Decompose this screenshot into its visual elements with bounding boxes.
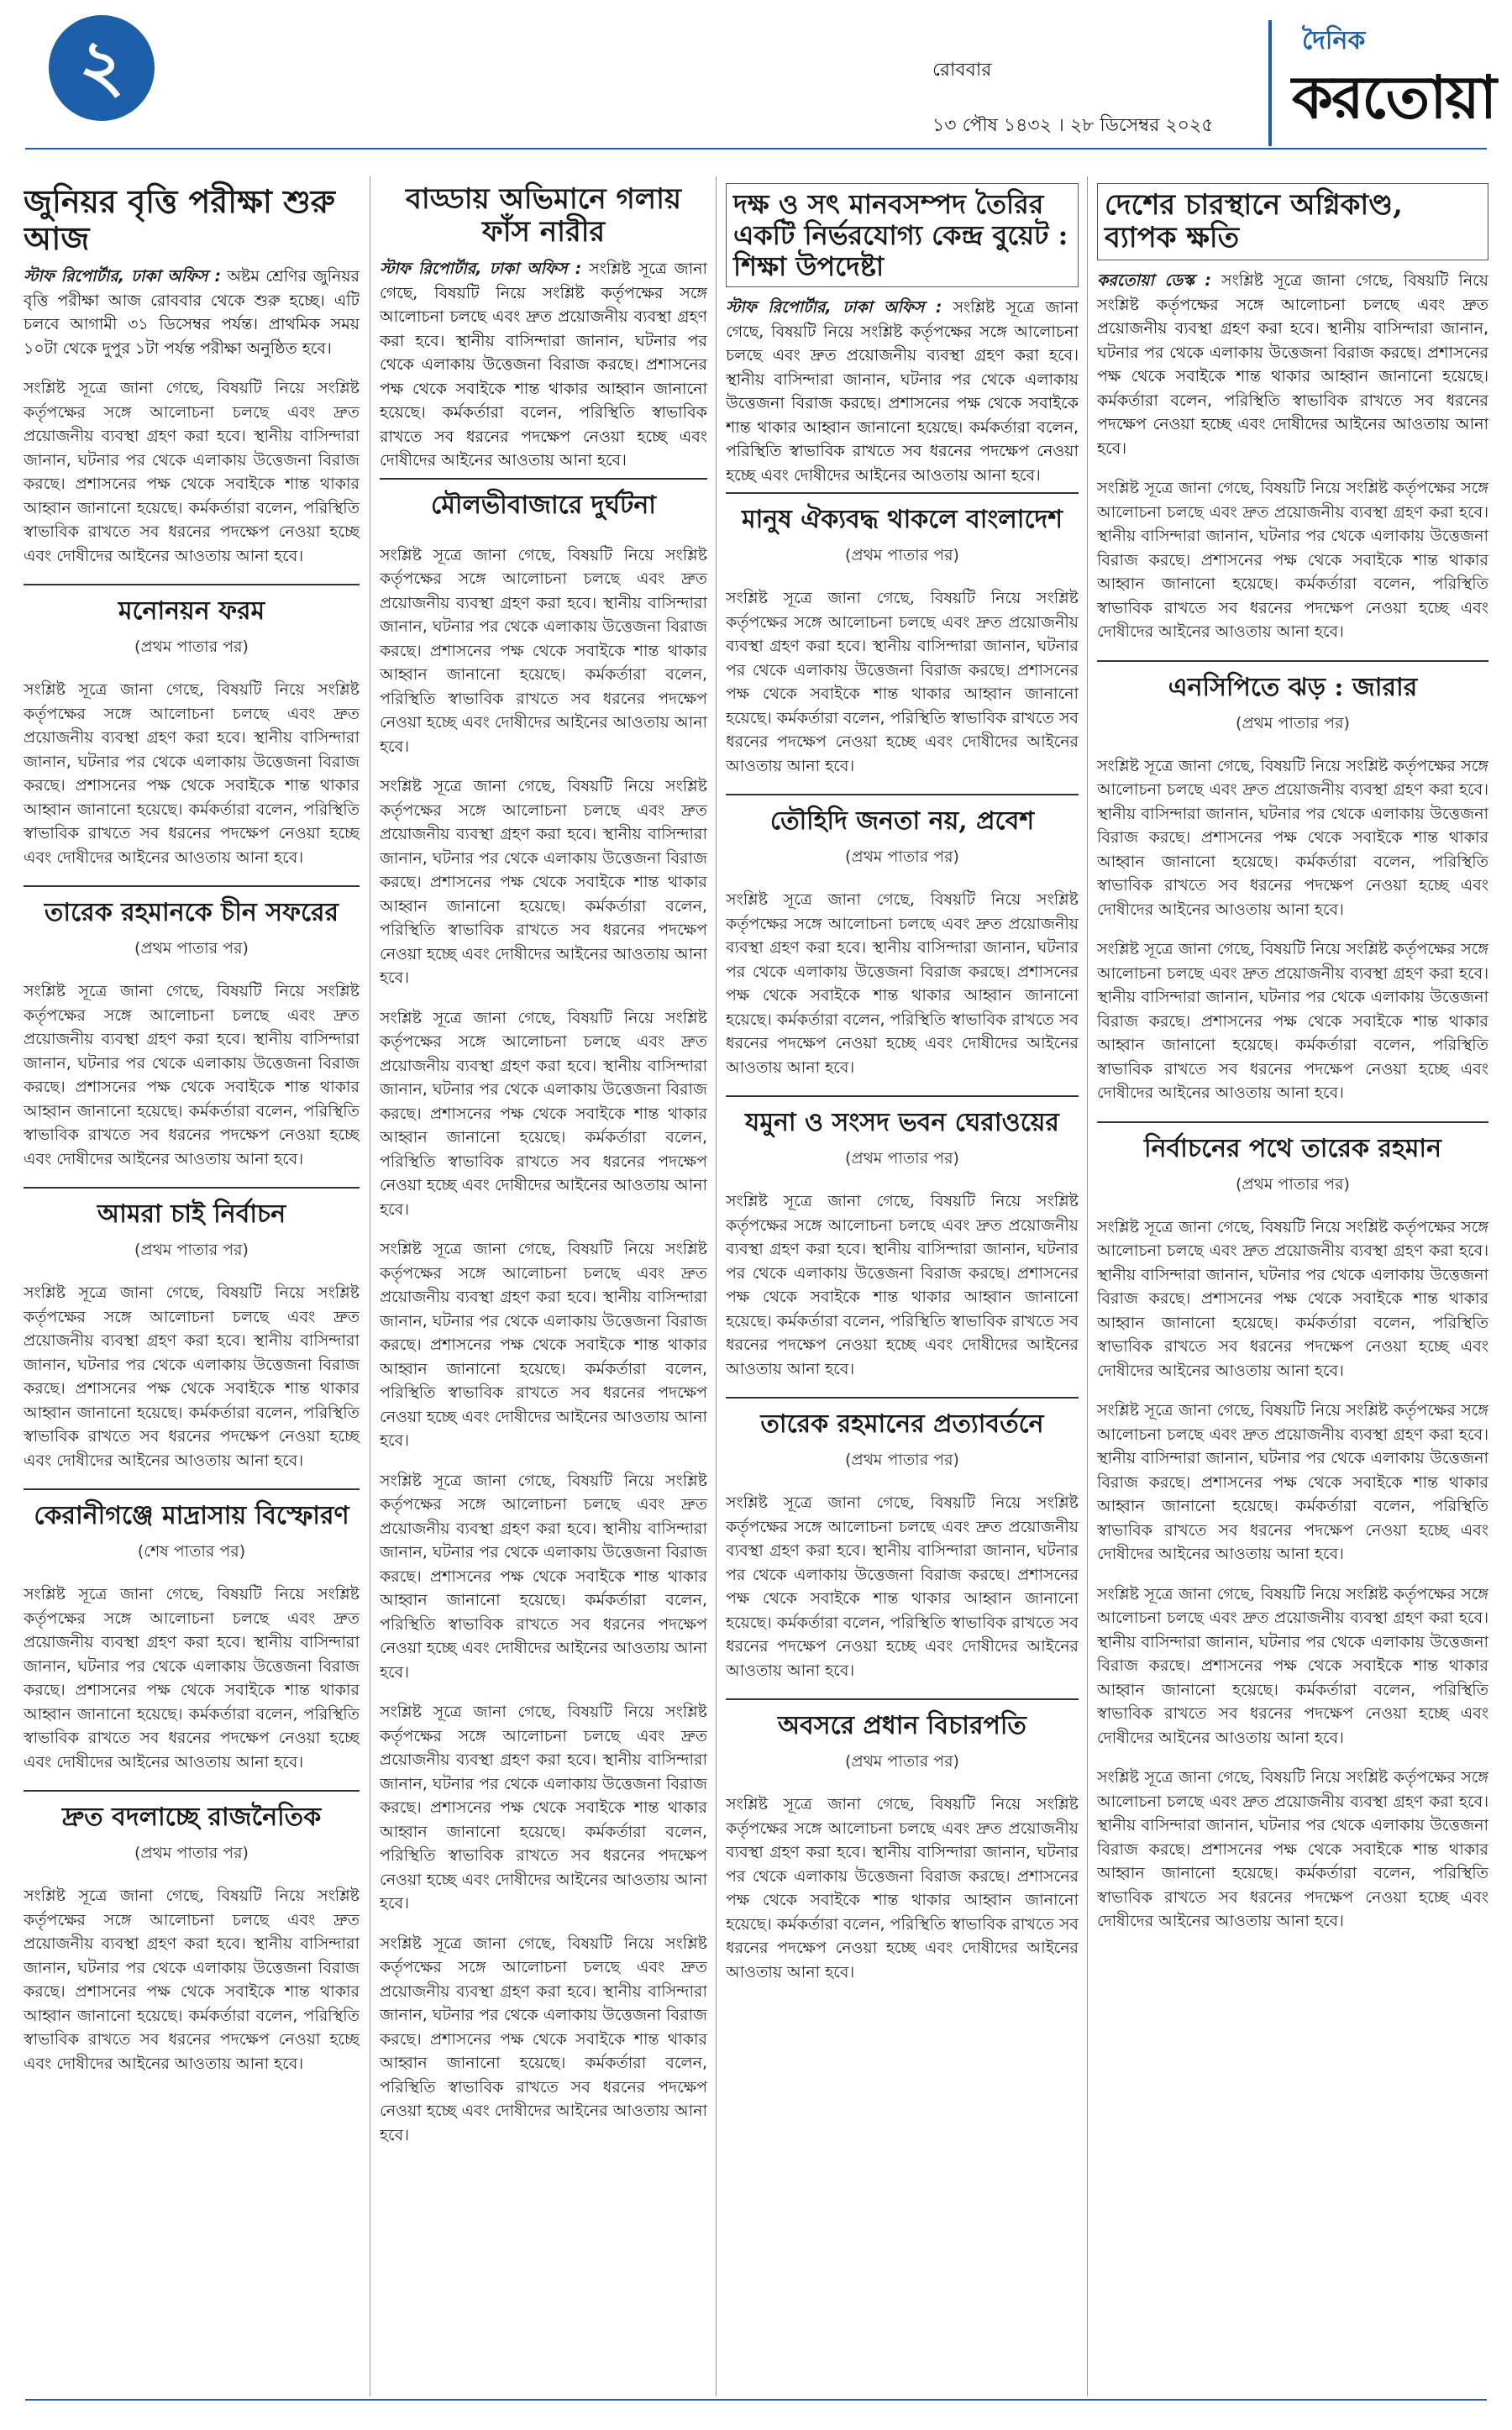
- body-text: সংশ্লিষ্ট সূত্রে জানা গেছে, বিষয়টি নিয়ে সংশ্লিষ্ট কর্তৃপক্ষের সঙ্গে আলোচনা চলছে এবং দ্রুত প্রয়োজনীয় ব্যবস্থা গ্রহণ করা হবে। স্থানীয় বাসিন্দারা জানান, ঘটনার পর থেকে এলাকায় উত্তেজনা বিরাজ করছে। প্রশাসনের পক্ষ থেকে সবাইকে শান্ত থাকার আহ্বান জানানো হয়েছে। কর্মকর্তারা বলেন, পরিস্থিতি স্বাভাবিক রাখতে সব ধরনের পদক্ষেপ নেওয়া হচ্ছে এবং দোষীদের আইনের আওতায় আনা হবে।: [726, 890, 1079, 1077]
- body-text: সংশ্লিষ্ট সূত্রে জানা গেছে, বিষয়টি নিয়ে সংশ্লিষ্ট কর্তৃপক্ষের সঙ্গে আলোচনা চলছে এবং দ্রুত প্রয়োজনীয় ব্যবস্থা গ্রহণ করা হবে। স্থানীয় বাসিন্দারা জানান, ঘটনার পর থেকে এলাকায় উত্তেজনা বিরাজ করছে। প্রশাসনের পক্ষ থেকে সবাইকে শান্ত থাকার আহ্বান জানানো হয়েছে। কর্মকর্তারা বলেন, পরিস্থিতি স্বাভাবিক রাখতে সব ধরনের পদক্ষেপ নেওয়া হচ্ছে এবং দোষীদের আইনের আওতায় আনা হবে।: [1097, 479, 1488, 642]
- continued-label: (প্রথম পাতার পর): [1236, 713, 1350, 732]
- headline-tarique-china: তারেক রহমানকে চীন সফরের: [24, 885, 360, 935]
- continued-label: (প্রথম পাতার পর): [134, 1844, 249, 1863]
- body-text: সংশ্লিষ্ট সূত্রে জানা গেছে, বিষয়টি নিয়ে সংশ্লিষ্ট কর্তৃপক্ষের সঙ্গে আলোচনা চলছে এবং দ্রুত প্রয়োজনীয় ব্যবস্থা গ্রহণ করা হবে। স্থানীয় বাসিন্দারা জানান, ঘটনার পর থেকে এলাকায় উত্তেজনা বিরাজ করছে। প্রশাসনের পক্ষ থেকে সবাইকে শান্ত থাকার আহ্বান জানানো হয়েছে। কর্মকর্তারা বলেন, পরিস্থিতি স্বাভাবিক রাখতে সব ধরনের পদক্ষেপ নেওয়া হচ্ছে এবং দোষীদের আইনের আওতায় আনা হবে।: [380, 260, 707, 470]
- masthead-brand: [932, 12, 1495, 138]
- headline-unity: মানুষ ঐক্যবদ্ধ থাকলে বাংলাদেশ: [726, 492, 1079, 542]
- headline-keraniganj: কেরানীগঞ্জে মাদ্রাসায় বিস্ফোরণ: [24, 1488, 360, 1538]
- footer-rule: [25, 2399, 1487, 2401]
- headline-scholarship: জুনিয়র বৃত্তি পরীক্ষা শুরু আজ: [24, 182, 335, 257]
- masthead-rule: [25, 148, 1487, 150]
- body-text: সংশ্লিষ্ট সূত্রে জানা গেছে, বিষয়টি নিয়ে সংশ্লিষ্ট কর্তৃপক্ষের সঙ্গে আলোচনা চলছে এবং দ্রুত প্রয়োজনীয় ব্যবস্থা গ্রহণ করা হবে। স্থানীয় বাসিন্দারা জানান, ঘটনার পর থেকে এলাকায় উত্তেজনা বিরাজ করছে। প্রশাসনের পক্ষ থেকে সবাইকে শান্ত থাকার আহ্বান জানানো হয়েছে। কর্মকর্তারা বলেন, পরিস্থিতি স্বাভাবিক রাখতে সব ধরনের পদক্ষেপ নেওয়া হচ্ছে এবং দোষীদের আইনের আওতায় আনা হবে।: [24, 982, 360, 1168]
- masthead-day: রোববার: [932, 60, 992, 81]
- headline-election-want: আমরা চাই নির্বাচন: [24, 1187, 360, 1236]
- masthead-divider: [1268, 20, 1272, 146]
- headline-chief-justice: অবসরে প্রধান বিচারপতি: [726, 1698, 1079, 1748]
- newspaper-logo: করতোয়া: [1292, 63, 1495, 132]
- article-bauddha: [380, 257, 707, 473]
- lead-text: অষ্টম শ্রেণির জুনিয়র বৃত্তি পরীক্ষা আজ রোববার থেকে শুরু হচ্ছে। এটি চলবে আগামী ৩১ ডিসেম্বর পর্যন্ত। প্রাথমিক সময় ১০টা থেকে দুপুর ১টা পর্যন্ত পরীক্ষা অনুষ্ঠিত হবে।: [24, 267, 360, 358]
- page-number-badge: ২: [49, 15, 155, 121]
- continued-label: (প্রথম পাতার পর): [134, 1241, 249, 1260]
- headline-bauddha: বাড্ডায় অভিমানে গলায় ফাঁস নারীর: [405, 182, 682, 249]
- headline-return: তারেক রহমানের প্রত্যাবর্তনে: [726, 1397, 1079, 1446]
- article-buet: [726, 296, 1079, 487]
- column-3: [726, 176, 1079, 2396]
- article-scholarship: [24, 265, 360, 360]
- headline-tarique-path: নির্বাচনের পথে তারেক রহমান: [1097, 1121, 1488, 1171]
- continued-label: (প্রথম পাতার পর): [134, 638, 249, 657]
- continued-label: (প্রথম পাতার পর): [845, 1752, 959, 1771]
- headline-moulvibazar: মৌলভীবাজারে দুর্ঘটনা: [380, 478, 707, 527]
- body-text: সংশ্লিষ্ট সূত্রে জানা গেছে, বিষয়টি নিয়ে সংশ্লিষ্ট কর্তৃপক্ষের সঙ্গে আলোচনা চলছে এবং দ্রুত প্রয়োজনীয় ব্যবস্থা গ্রহণ করা হবে। স্থানীয় বাসিন্দারা জানান, ঘটনার পর থেকে এলাকায় উত্তেজনা বিরাজ করছে। প্রশাসনের পক্ষ থেকে সবাইকে শান্ত থাকার আহ্বান জানানো হয়েছে। কর্মকর্তারা বলেন, পরিস্থিতি স্বাভাবিক রাখতে সব ধরনের পদক্ষেপ নেওয়া হচ্ছে এবং দোষীদের আইনের আওতায় আনা হবে।: [24, 680, 360, 867]
- continued-label: (প্রথম পাতার পর): [1236, 1174, 1350, 1194]
- body-text: সংশ্লিষ্ট সূত্রে জানা গেছে, বিষয়টি নিয়ে সংশ্লিষ্ট কর্তৃপক্ষের সঙ্গে আলোচনা চলছে এবং দ্রুত প্রয়োজনীয় ব্যবস্থা গ্রহণ করা হবে। স্থানীয় বাসিন্দারা জানান, ঘটনার পর থেকে এলাকায় উত্তেজনা বিরাজ করছে। প্রশাসনের পক্ষ থেকে সবাইকে শান্ত থাকার আহ্বান জানানো হয়েছে। কর্মকর্তারা বলেন, পরিস্থিতি স্বাভাবিক রাখতে সব ধরনের পদক্ষেপ নেওয়া হচ্ছে এবং দোষীদের আইনের আওতায় আনা হবে।: [380, 1008, 707, 1219]
- headline-politics: দ্রুত বদলাচ্ছে রাজনৈতিক: [24, 1790, 360, 1840]
- headline-buet: দক্ষ ও সৎ মানবসম্পদ তৈরির একটি নির্ভরযোগ্য কেন্দ্র বুয়েট : শিক্ষা উপদেষ্টা: [726, 183, 1079, 287]
- continued-label: (প্রথম পাতার পর): [845, 1149, 959, 1168]
- headline-fire: দেশের চারস্থানে অগ্নিকাণ্ড, ব্যাপক ক্ষতি: [1097, 183, 1488, 260]
- body-text: সংশ্লিষ্ট সূত্রে জানা গেছে, বিষয়টি নিয়ে সংশ্লিষ্ট কর্তৃপক্ষের সঙ্গে আলোচনা চলছে এবং দ্রুত প্রয়োজনীয় ব্যবস্থা গ্রহণ করা হবে। স্থানীয় বাসিন্দারা জানান, ঘটনার পর থেকে এলাকায় উত্তেজনা বিরাজ করছে। প্রশাসনের পক্ষ থেকে সবাইকে শান্ত থাকার আহ্বান জানানো হয়েছে। কর্মকর্তারা বলেন, পরিস্থিতি স্বাভাবিক রাখতে সব ধরনের পদক্ষেপ নেওয়া হচ্ছে এবং দোষীদের আইনের আওতায় আনা হবে।: [380, 1703, 707, 1913]
- body-text: সংশ্লিষ্ট সূত্রে জানা গেছে, বিষয়টি নিয়ে সংশ্লিষ্ট কর্তৃপক্ষের সঙ্গে আলোচনা চলছে এবং দ্রুত প্রয়োজনীয় ব্যবস্থা গ্রহণ করা হবে। স্থানীয় বাসিন্দারা জানান, ঘটনার পর থেকে এলাকায় উত্তেজনা বিরাজ করছে। প্রশাসনের পক্ষ থেকে সবাইকে শান্ত থাকার আহ্বান জানানো হয়েছে। কর্মকর্তারা বলেন, পরিস্থিতি স্বাভাবিক রাখতে সব ধরনের পদক্ষেপ নেওয়া হচ্ছে এবং দোষীদের আইনের আওতায় আনা হবে।: [380, 545, 707, 756]
- body-text: সংশ্লিষ্ট সূত্রে জানা গেছে, বিষয়টি নিয়ে সংশ্লিষ্ট কর্তৃপক্ষের সঙ্গে আলোচনা চলছে এবং দ্রুত প্রয়োজনীয় ব্যবস্থা গ্রহণ করা হবে। স্থানীয় বাসিন্দারা জানান, ঘটনার পর থেকে এলাকায় উত্তেজনা বিরাজ করছে। প্রশাসনের পক্ষ থেকে সবাইকে শান্ত থাকার আহ্বান জানানো হয়েছে। কর্মকর্তারা বলেন, পরিস্থিতি স্বাভাবিক রাখতে সব ধরনের পদক্ষেপ নেওয়া হচ্ছে এবং দোষীদের আইনের আওতায় আনা হবে।: [726, 589, 1079, 775]
- body-text: সংশ্লিষ্ট সূত্রে জানা গেছে, বিষয়টি নিয়ে সংশ্লিষ্ট কর্তৃপক্ষের সঙ্গে আলোচনা চলছে এবং দ্রুত প্রয়োজনীয় ব্যবস্থা গ্রহণ করা হবে। স্থানীয় বাসিন্দারা জানান, ঘটনার পর থেকে এলাকায় উত্তেজনা বিরাজ করছে। প্রশাসনের পক্ষ থেকে সবাইকে শান্ত থাকার আহ্বান জানানো হয়েছে। কর্মকর্তারা বলেন, পরিস্থিতি স্বাভাবিক রাখতে সব ধরনের পদক্ষেপ নেওয়া হচ্ছে এবং দোষীদের আইনের আওতায় আনা হবে।: [726, 1795, 1079, 1981]
- column-1: [24, 176, 360, 2396]
- continued-label: (শেষ পাতার পর): [137, 1542, 246, 1561]
- continued-label: (প্রথম পাতার পর): [845, 1451, 959, 1470]
- body-text: সংশ্লিষ্ট সূত্রে জানা গেছে, বিষয়টি নিয়ে সংশ্লিষ্ট কর্তৃপক্ষের সঙ্গে আলোচনা চলছে এবং দ্রুত প্রয়োজনীয় ব্যবস্থা গ্রহণ করা হবে। স্থানীয় বাসিন্দারা জানান, ঘটনার পর থেকে এলাকায় উত্তেজনা বিরাজ করছে। প্রশাসনের পক্ষ থেকে সবাইকে শান্ত থাকার আহ্বান জানানো হয়েছে। কর্মকর্তারা বলেন, পরিস্থিতি স্বাভাবিক রাখতে সব ধরনের পদক্ষেপ নেওয়া হচ্ছে এবং দোষীদের আইনের আওতায় আনা হবে।: [24, 1887, 360, 2073]
- body-text: সংশ্লিষ্ট সূত্রে জানা গেছে, বিষয়টি নিয়ে সংশ্লিষ্ট কর্তৃপক্ষের সঙ্গে আলোচনা চলছে এবং দ্রুত প্রয়োজনীয় ব্যবস্থা গ্রহণ করা হবে। স্থানীয় বাসিন্দারা জানান, ঘটনার পর থেকে এলাকায় উত্তেজনা বিরাজ করছে। প্রশাসনের পক্ষ থেকে সবাইকে শান্ত থাকার আহ্বান জানানো হয়েছে। কর্মকর্তারা বলেন, পরিস্থিতি স্বাভাবিক রাখতে সব ধরনের পদক্ষেপ নেওয়া হচ্ছে এবং দোষীদের আইনের আওতায় আনা হবে।: [380, 1934, 707, 2144]
- column-divider: [716, 176, 717, 2396]
- body-text: সংশ্লিষ্ট সূত্রে জানা গেছে, বিষয়টি নিয়ে সংশ্লিষ্ট কর্তৃপক্ষের সঙ্গে আলোচনা চলছে এবং দ্রুত প্রয়োজনীয় ব্যবস্থা গ্রহণ করা হবে। স্থানীয় বাসিন্দারা জানান, ঘটনার পর থেকে এলাকায় উত্তেজনা বিরাজ করছে। প্রশাসনের পক্ষ থেকে সবাইকে শান্ত থাকার আহ্বান জানানো হয়েছে। কর্মকর্তারা বলেন, পরিস্থিতি স্বাভাবিক রাখতে সব ধরনের পদক্ষেপ নেওয়া হচ্ছে এবং দোষীদের আইনের আওতায় আনা হবে।: [380, 777, 707, 988]
- body-text: সংশ্লিষ্ট সূত্রে জানা গেছে, বিষয়টি নিয়ে সংশ্লিষ্ট কর্তৃপক্ষের সঙ্গে আলোচনা চলছে এবং দ্রুত প্রয়োজনীয় ব্যবস্থা গ্রহণ করা হবে। স্থানীয় বাসিন্দারা জানান, ঘটনার পর থেকে এলাকায় উত্তেজনা বিরাজ করছে। প্রশাসনের পক্ষ থেকে সবাইকে শান্ত থাকার আহ্বান জানানো হয়েছে। কর্মকর্তারা বলেন, পরিস্থিতি স্বাভাবিক রাখতে সব ধরনের পদক্ষেপ নেওয়া হচ্ছে এবং দোষীদের আইনের আওতায় আনা হবে।: [24, 379, 360, 565]
- continued-label: (প্রথম পাতার পর): [845, 848, 959, 867]
- headline-jamuna: যমুনা ও সংসদ ভবন ঘেরাওয়ের: [726, 1095, 1079, 1145]
- body-text: সংশ্লিষ্ট সূত্রে জানা গেছে, বিষয়টি নিয়ে সংশ্লিষ্ট কর্তৃপক্ষের সঙ্গে আলোচনা চলছে এবং দ্রুত প্রয়োজনীয় ব্যবস্থা গ্রহণ করা হবে। স্থানীয় বাসিন্দারা জানান, ঘটনার পর থেকে এলাকায় উত্তেজনা বিরাজ করছে। প্রশাসনের পক্ষ থেকে সবাইকে শান্ত থাকার আহ্বান জানানো হয়েছে। কর্মকর্তারা বলেন, পরিস্থিতি স্বাভাবিক রাখতে সব ধরনের পদক্ষেপ নেওয়া হচ্ছে এবং দোষীদের আইনের আওতায় আনা হবে।: [1097, 271, 1488, 458]
- body-text: সংশ্লিষ্ট সূত্রে জানা গেছে, বিষয়টি নিয়ে সংশ্লিষ্ট কর্তৃপক্ষের সঙ্গে আলোচনা চলছে এবং দ্রুত প্রয়োজনীয় ব্যবস্থা গ্রহণ করা হবে। স্থানীয় বাসিন্দারা জানান, ঘটনার পর থেকে এলাকায় উত্তেজনা বিরাজ করছে। প্রশাসনের পক্ষ থেকে সবাইকে শান্ত থাকার আহ্বান জানানো হয়েছে। কর্মকর্তারা বলেন, পরিস্থিতি স্বাভাবিক রাখতে সব ধরনের পদক্ষেপ নেওয়া হচ্ছে এবং দোষীদের আইনের আওতায় আনা হবে।: [726, 298, 1079, 485]
- headline-nomination: মনোনয়ন ফরম: [24, 584, 360, 633]
- body-text: সংশ্লিষ্ট সূত্রে জানা গেছে, বিষয়টি নিয়ে সংশ্লিষ্ট কর্তৃপক্ষের সঙ্গে আলোচনা চলছে এবং দ্রুত প্রয়োজনীয় ব্যবস্থা গ্রহণ করা হবে। স্থানীয় বাসিন্দারা জানান, ঘটনার পর থেকে এলাকায় উত্তেজনা বিরাজ করছে। প্রশাসনের পক্ষ থেকে সবাইকে শান্ত থাকার আহ্বান জানানো হয়েছে। কর্মকর্তারা বলেন, পরিস্থিতি স্বাভাবিক রাখতে সব ধরনের পদক্ষেপ নেওয়া হচ্ছে এবং দোষীদের আইনের আওতায় আনা হবে।: [1097, 1768, 1488, 1931]
- body-text: সংশ্লিষ্ট সূত্রে জানা গেছে, বিষয়টি নিয়ে সংশ্লিষ্ট কর্তৃপক্ষের সঙ্গে আলোচনা চলছে এবং দ্রুত প্রয়োজনীয় ব্যবস্থা গ্রহণ করা হবে। স্থানীয় বাসিন্দারা জানান, ঘটনার পর থেকে এলাকায় উত্তেজনা বিরাজ করছে। প্রশাসনের পক্ষ থেকে সবাইকে শান্ত থাকার আহ্বান জানানো হয়েছে। কর্মকর্তারা বলেন, পরিস্থিতি স্বাভাবিক রাখতে সব ধরনের পদক্ষেপ নেওয়া হচ্ছে এবং দোষীদের আইনের আওতায় আনা হবে।: [1097, 1401, 1488, 1564]
- logo-prefix: দৈনিক: [1302, 26, 1366, 55]
- body-text: সংশ্লিষ্ট সূত্রে জানা গেছে, বিষয়টি নিয়ে সংশ্লিষ্ট কর্তৃপক্ষের সঙ্গে আলোচনা চলছে এবং দ্রুত প্রয়োজনীয় ব্যবস্থা গ্রহণ করা হবে। স্থানীয় বাসিন্দারা জানান, ঘটনার পর থেকে এলাকায় উত্তেজনা বিরাজ করছে। প্রশাসনের পক্ষ থেকে সবাইকে শান্ত থাকার আহ্বান জানানো হয়েছে। কর্মকর্তারা বলেন, পরিস্থিতি স্বাভাবিক রাখতে সব ধরনের পদক্ষেপ নেওয়া হচ্ছে এবং দোষীদের আইনের আওতায় আনা হবে।: [1097, 756, 1488, 919]
- body-text: সংশ্লিষ্ট সূত্রে জানা গেছে, বিষয়টি নিয়ে সংশ্লিষ্ট কর্তৃপক্ষের সঙ্গে আলোচনা চলছে এবং দ্রুত প্রয়োজনীয় ব্যবস্থা গ্রহণ করা হবে। স্থানীয় বাসিন্দারা জানান, ঘটনার পর থেকে এলাকায় উত্তেজনা বিরাজ করছে। প্রশাসনের পক্ষ থেকে সবাইকে শান্ত থাকার আহ্বান জানানো হয়েছে। কর্মকর্তারা বলেন, পরিস্থিতি স্বাভাবিক রাখতে সব ধরনের পদক্ষেপ নেওয়া হচ্ছে এবং দোষীদের আইনের আওতায় আনা হবে।: [1097, 940, 1488, 1103]
- body-text: সংশ্লিষ্ট সূত্রে জানা গেছে, বিষয়টি নিয়ে সংশ্লিষ্ট কর্তৃপক্ষের সঙ্গে আলোচনা চলছে এবং দ্রুত প্রয়োজনীয় ব্যবস্থা গ্রহণ করা হবে। স্থানীয় বাসিন্দারা জানান, ঘটনার পর থেকে এলাকায় উত্তেজনা বিরাজ করছে। প্রশাসনের পক্ষ থেকে সবাইকে শান্ত থাকার আহ্বান জানানো হয়েছে। কর্মকর্তারা বলেন, পরিস্থিতি স্বাভাবিক রাখতে সব ধরনের পদক্ষেপ নেওয়া হচ্ছে এবং দোষীদের আইনের আওতায় আনা হবে।: [1097, 1217, 1488, 1380]
- masthead-date: ১৩ পৌষ ১৪৩২ । ২৮ ডিসেম্বর ২০২৫: [932, 115, 1214, 136]
- body-text: সংশ্লিষ্ট সূত্রে জানা গেছে, বিষয়টি নিয়ে সংশ্লিষ্ট কর্তৃপক্ষের সঙ্গে আলোচনা চলছে এবং দ্রুত প্রয়োজনীয় ব্যবস্থা গ্রহণ করা হবে। স্থানীয় বাসিন্দারা জানান, ঘটনার পর থেকে এলাকায় উত্তেজনা বিরাজ করছে। প্রশাসনের পক্ষ থেকে সবাইকে শান্ত থাকার আহ্বান জানানো হয়েছে। কর্মকর্তারা বলেন, পরিস্থিতি স্বাভাবিক রাখতে সব ধরনের পদক্ষেপ নেওয়া হচ্ছে এবং দোষীদের আইনের আওতায় আনা হবে।: [380, 1471, 707, 1682]
- column-2: [380, 176, 707, 2396]
- continued-label: (প্রথম পাতার পর): [845, 546, 959, 565]
- body-text: সংশ্লিষ্ট সূত্রে জানা গেছে, বিষয়টি নিয়ে সংশ্লিষ্ট কর্তৃপক্ষের সঙ্গে আলোচনা চলছে এবং দ্রুত প্রয়োজনীয় ব্যবস্থা গ্রহণ করা হবে। স্থানীয় বাসিন্দারা জানান, ঘটনার পর থেকে এলাকায় উত্তেজনা বিরাজ করছে। প্রশাসনের পক্ষ থেকে সবাইকে শান্ত থাকার আহ্বান জানানো হয়েছে। কর্মকর্তারা বলেন, পরিস্থিতি স্বাভাবিক রাখতে সব ধরনের পদক্ষেপ নেওয়া হচ্ছে এবং দোষীদের আইনের আওতায় আনা হবে।: [24, 1283, 360, 1470]
- byline: স্টাফ রিপোর্টার, ঢাকা অফিস :: [24, 267, 222, 286]
- body-text: সংশ্লিষ্ট সূত্রে জানা গেছে, বিষয়টি নিয়ে সংশ্লিষ্ট কর্তৃপক্ষের সঙ্গে আলোচনা চলছে এবং দ্রুত প্রয়োজনীয় ব্যবস্থা গ্রহণ করা হবে। স্থানীয় বাসিন্দারা জানান, ঘটনার পর থেকে এলাকায় উত্তেজনা বিরাজ করছে। প্রশাসনের পক্ষ থেকে সবাইকে শান্ত থাকার আহ্বান জানানো হয়েছে। কর্মকর্তারা বলেন, পরিস্থিতি স্বাভাবিক রাখতে সব ধরনের পদক্ষেপ নেওয়া হচ্ছে এবং দোষীদের আইনের আওতায় আনা হবে।: [24, 1585, 360, 1771]
- body-text: সংশ্লিষ্ট সূত্রে জানা গেছে, বিষয়টি নিয়ে সংশ্লিষ্ট কর্তৃপক্ষের সঙ্গে আলোচনা চলছে এবং দ্রুত প্রয়োজনীয় ব্যবস্থা গ্রহণ করা হবে। স্থানীয় বাসিন্দারা জানান, ঘটনার পর থেকে এলাকায় উত্তেজনা বিরাজ করছে। প্রশাসনের পক্ষ থেকে সবাইকে শান্ত থাকার আহ্বান জানানো হয়েছে। কর্মকর্তারা বলেন, পরিস্থিতি স্বাভাবিক রাখতে সব ধরনের পদক্ষেপ নেওয়া হচ্ছে এবং দোষীদের আইনের আওতায় আনা হবে।: [726, 1493, 1079, 1680]
- headline-ncp: এনসিপিতে ঝড় : জারার: [1097, 660, 1488, 710]
- body-text: সংশ্লিষ্ট সূত্রে জানা গেছে, বিষয়টি নিয়ে সংশ্লিষ্ট কর্তৃপক্ষের সঙ্গে আলোচনা চলছে এবং দ্রুত প্রয়োজনীয় ব্যবস্থা গ্রহণ করা হবে। স্থানীয় বাসিন্দারা জানান, ঘটনার পর থেকে এলাকায় উত্তেজনা বিরাজ করছে। প্রশাসনের পক্ষ থেকে সবাইকে শান্ত থাকার আহ্বান জানানো হয়েছে। কর্মকর্তারা বলেন, পরিস্থিতি স্বাভাবিক রাখতে সব ধরনের পদক্ষেপ নেওয়া হচ্ছে এবং দোষীদের আইনের আওতায় আনা হবে।: [726, 1192, 1079, 1378]
- continued-label: (প্রথম পাতার পর): [134, 939, 249, 958]
- byline: স্টাফ রিপোর্টার, ঢাকা অফিস :: [380, 260, 582, 279]
- byline: করতোয়া ডেস্ক :: [1097, 271, 1212, 291]
- body-text: সংশ্লিষ্ট সূত্রে জানা গেছে, বিষয়টি নিয়ে সংশ্লিষ্ট কর্তৃপক্ষের সঙ্গে আলোচনা চলছে এবং দ্রুত প্রয়োজনীয় ব্যবস্থা গ্রহণ করা হবে। স্থানীয় বাসিন্দারা জানান, ঘটনার পর থেকে এলাকায় উত্তেজনা বিরাজ করছে। প্রশাসনের পক্ষ থেকে সবাইকে শান্ত থাকার আহ্বান জানানো হয়েছে। কর্মকর্তারা বলেন, পরিস্থিতি স্বাভাবিক রাখতে সব ধরনের পদক্ষেপ নেওয়া হচ্ছে এবং দোষীদের আইনের আওতায় আনা হবে।: [1097, 1584, 1488, 1747]
- column-divider: [1087, 176, 1088, 2396]
- column-4: [1097, 176, 1488, 2396]
- article-fire: [1097, 269, 1488, 460]
- byline: স্টাফ রিপোর্টার, ঢাকা অফিস :: [726, 298, 942, 318]
- body-text: সংশ্লিষ্ট সূত্রে জানা গেছে, বিষয়টি নিয়ে সংশ্লিষ্ট কর্তৃপক্ষের সঙ্গে আলোচনা চলছে এবং দ্রুত প্রয়োজনীয় ব্যবস্থা গ্রহণ করা হবে। স্থানীয় বাসিন্দারা জানান, ঘটনার পর থেকে এলাকায় উত্তেজনা বিরাজ করছে। প্রশাসনের পক্ষ থেকে সবাইকে শান্ত থাকার আহ্বান জানানো হয়েছে। কর্মকর্তারা বলেন, পরিস্থিতি স্বাভাবিক রাখতে সব ধরনের পদক্ষেপ নেওয়া হচ্ছে এবং দোষীদের আইনের আওতায় আনা হবে।: [380, 1240, 707, 1451]
- headline-tawhidi: তৌহিদি জনতা নয়, প্রবেশ: [726, 794, 1079, 843]
- masthead: [17, 0, 1495, 160]
